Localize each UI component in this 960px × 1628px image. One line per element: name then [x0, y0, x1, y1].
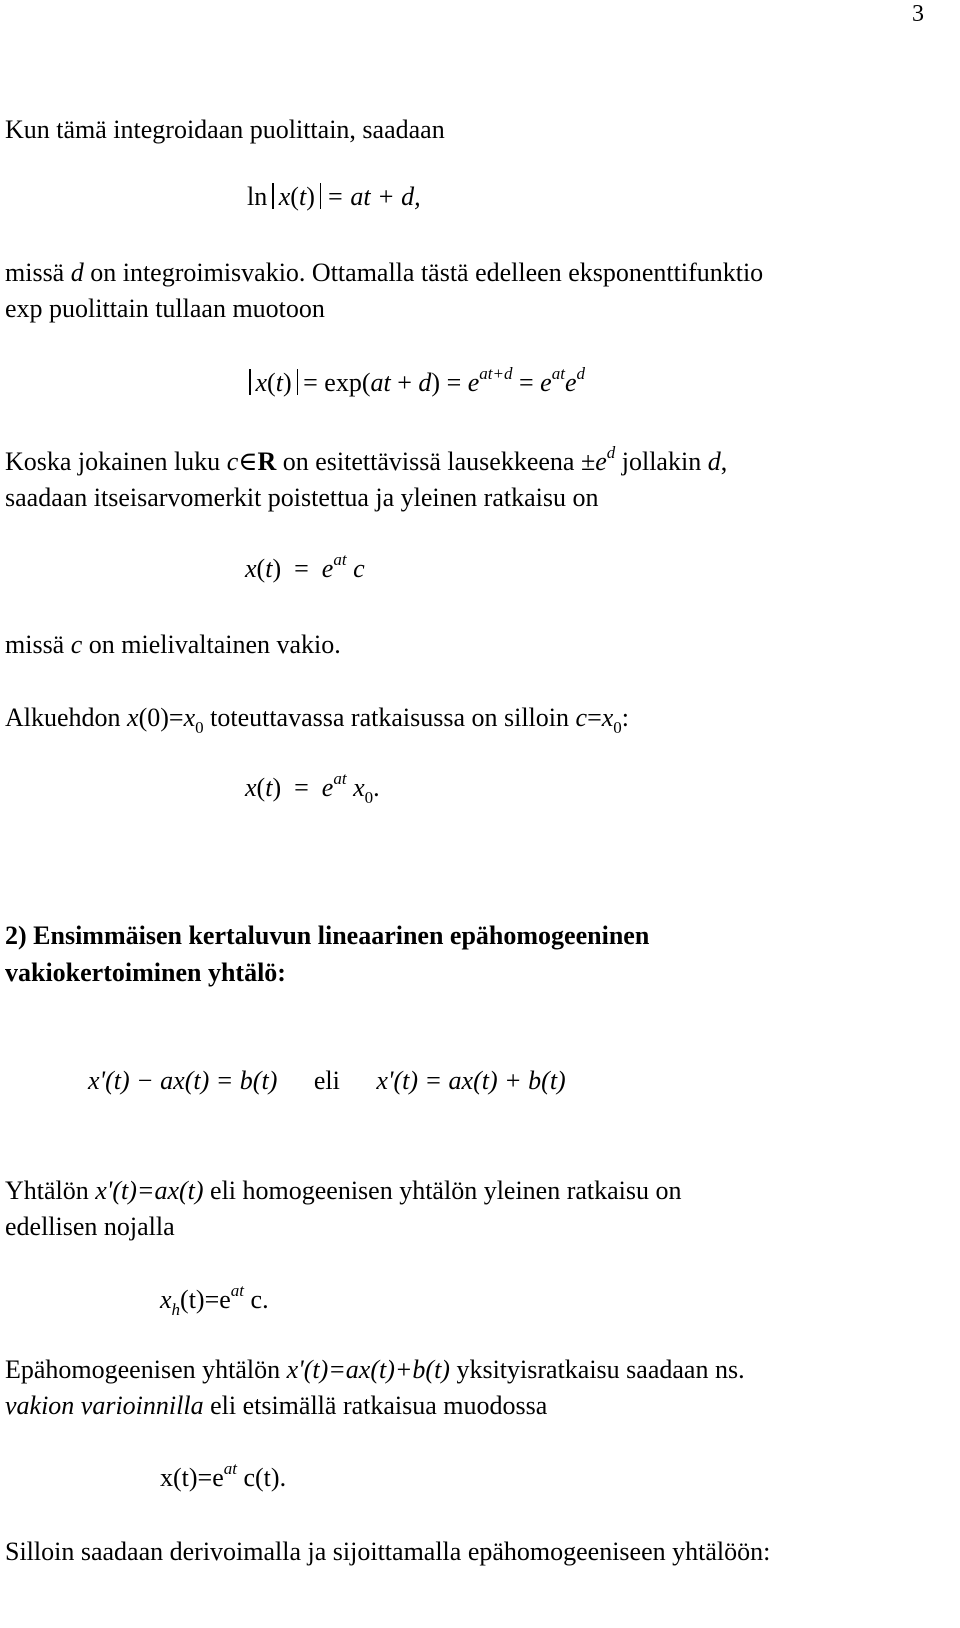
var-x: x: [601, 703, 614, 732]
var-c: c: [226, 447, 239, 476]
abs-bar-right: [320, 183, 322, 209]
var-d: d: [707, 447, 721, 476]
text: (0)=: [138, 703, 184, 732]
exponent: at: [223, 1459, 237, 1478]
italic-term: vakion varioinnilla: [5, 1391, 204, 1420]
var-e: e: [321, 554, 334, 583]
paragraph-particular-solution: [5, 1355, 745, 1385]
text: c.: [244, 1285, 269, 1314]
equation-general-solution: $x(t) = e^{at}$ c: [245, 550, 365, 583]
paragraph-general-solution: saadaan itseisarvomerkit poistettua ja yleinen ratkaisu on: [5, 483, 599, 512]
text: on esitettävissä lausekkeena ±: [276, 447, 596, 476]
text: c(t).: [236, 1463, 287, 1492]
text: missä: [5, 630, 71, 659]
eq1-rhs: = at + d,: [326, 182, 421, 211]
text: Epähomogeenisen yhtälön: [5, 1355, 287, 1384]
text: on integroimisvakio. Ottamalla tästä edelleen eksponenttifunktio: [83, 258, 764, 287]
eq5-left: x'(t) − ax(t) = b(t): [88, 1066, 278, 1095]
ln-text: ln: [247, 182, 268, 211]
text: Yhtälön: [5, 1176, 96, 1205]
var-e: e: [540, 368, 552, 397]
inline-equation: x'(t)=ax(t): [95, 1176, 204, 1205]
var-t: t: [275, 368, 283, 397]
exponent: at+d: [479, 364, 513, 383]
var-x: x: [160, 1285, 172, 1314]
subscript: 0: [195, 718, 204, 737]
paragraph-variation: [5, 1391, 547, 1421]
equals: =: [512, 368, 541, 397]
exponent: at: [230, 1281, 245, 1300]
plus: +: [390, 368, 419, 397]
subscript: 0: [613, 718, 622, 737]
text: ,: [720, 447, 728, 476]
var-at: at: [370, 368, 391, 397]
paragraph-previous: edellisen nojalla: [5, 1212, 175, 1241]
var-t: t: [265, 554, 273, 583]
var-d: d: [70, 258, 84, 287]
text: :: [621, 703, 630, 732]
equals: =: [294, 554, 309, 583]
var-e: e: [564, 368, 577, 397]
exponent: at: [551, 364, 565, 383]
var-c: c: [70, 630, 83, 659]
text: yksityisratkaisu saadaan ns.: [449, 1355, 745, 1384]
var-d: d: [418, 368, 432, 397]
var-e: e: [467, 368, 480, 397]
var-c: c: [353, 554, 365, 583]
text: (t)=e: [180, 1285, 231, 1314]
element-of-symbol: ∈: [238, 447, 258, 476]
text: Koska jokainen luku: [5, 447, 227, 476]
text: .: [373, 773, 380, 802]
abs-bar-right: [297, 369, 299, 395]
text: missä: [5, 258, 71, 287]
var-c: c: [575, 703, 588, 732]
var-x: x: [278, 182, 291, 211]
equation-log-abs: ln x(t) = at + d,: [247, 182, 421, 211]
exponent: d: [606, 443, 616, 462]
var-x: x: [127, 703, 139, 732]
paragraph-arbitrary-constant: [5, 630, 341, 660]
exponent: at: [333, 769, 347, 788]
section-heading-line-2: vakiokertoiminen yhtälö:: [5, 958, 286, 987]
paragraph-integration: Kun tämä integroidaan puolittain, saadaan: [5, 115, 445, 144]
var-x: x: [255, 368, 268, 397]
var-x: x: [245, 773, 257, 802]
exponent: at: [333, 550, 347, 569]
text: x(t)=e: [160, 1463, 224, 1492]
text: Alkuehdon: [5, 703, 128, 732]
inline-equation: x'(t)=ax(t)+b(t): [286, 1355, 450, 1384]
exp-text: = exp(: [303, 368, 371, 397]
text: jollakin: [615, 447, 708, 476]
equation-nonhomogeneous: [88, 1066, 566, 1096]
abs-bar-left: [249, 369, 251, 395]
text: eli etsimällä ratkaisua muodossa: [203, 1391, 548, 1420]
text: on mielivaltainen vakio.: [82, 630, 341, 659]
equation-homogeneous-solution: [160, 1281, 269, 1319]
var-t: t: [298, 182, 307, 211]
paragraph-integration-constant: [5, 258, 763, 288]
var-x: x: [245, 554, 257, 583]
text: toteuttavassa ratkaisussa on silloin: [203, 703, 576, 732]
equation-exp: $x(t) = \exp(at + d) = e^{at+d} = e^{at}e^d$: [244, 368, 585, 401]
paragraph-koska: [5, 443, 728, 480]
var-t: t: [265, 773, 273, 802]
equals: =: [587, 703, 602, 732]
reals-symbol: R: [257, 447, 277, 476]
var-x: x: [353, 773, 365, 802]
abs-bar-left: [272, 183, 274, 209]
section-heading-line-1: 2) Ensimmäisen kertaluvun lineaarinen epähomogeeninen: [5, 921, 650, 950]
paragraph-exp: exp puolittain tullaan muotoon: [5, 294, 325, 323]
exponent: d: [576, 364, 585, 383]
page-number: 3: [912, 1, 924, 27]
subscript: 0: [364, 788, 374, 807]
paragraph-initial-condition: [5, 703, 629, 736]
equation-particular: $x(t) = e^{at}$ $x_0$.: [245, 769, 380, 807]
subscript: h: [171, 1300, 181, 1319]
eli-text: eli: [313, 1066, 340, 1095]
var-e: e: [321, 773, 334, 802]
equals: =: [294, 773, 309, 802]
paragraph-final: Silloin saadaan derivoimalla ja sijoittamalla epähomogeeniseen yhtälöön:: [5, 1537, 771, 1566]
equation-variation-form: [160, 1459, 287, 1496]
text: eli homogeenisen yhtälön yleinen ratkaisu on: [203, 1176, 682, 1205]
eq5-right: x'(t) = ax(t) + b(t): [376, 1066, 566, 1095]
var-x: x: [183, 703, 196, 732]
var-e: e: [595, 447, 607, 476]
text: ) =: [431, 368, 468, 397]
paragraph-homogeneous: [5, 1176, 682, 1206]
